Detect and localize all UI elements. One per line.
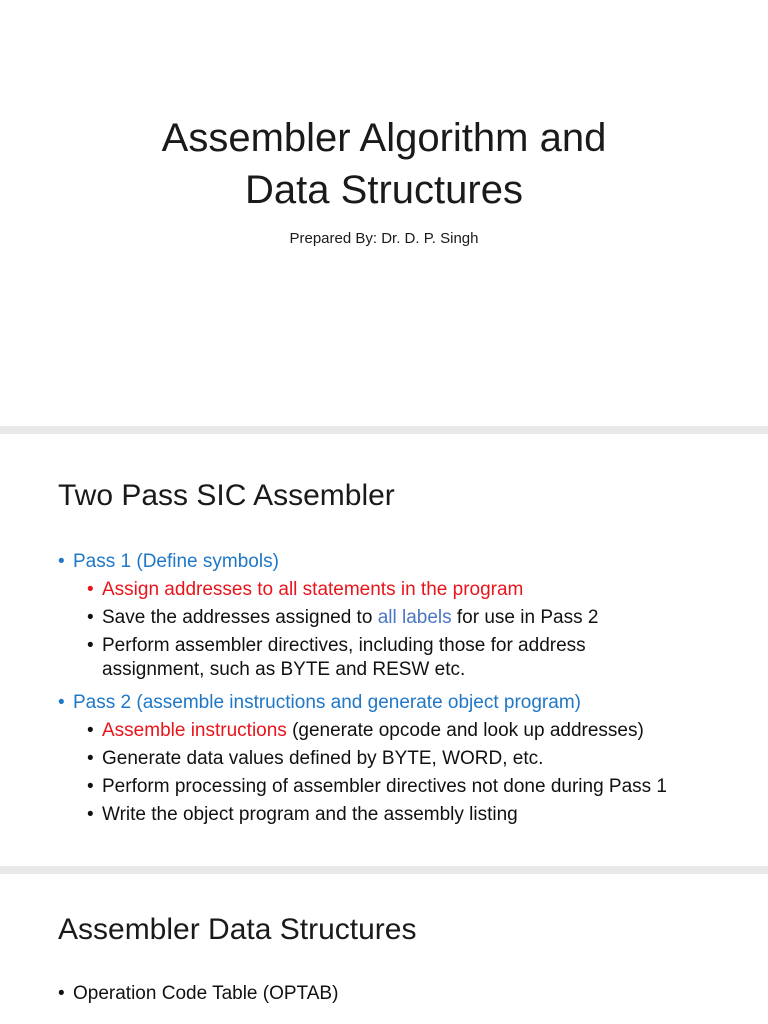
pass2-item [87,719,644,743]
pass1-item [87,606,599,630]
pass1-bullet [58,550,279,574]
bullet-dot: • [87,776,94,797]
pass1-item [87,634,586,682]
bullet-dot: • [58,692,65,713]
bullet-dot: • [87,579,94,600]
presentation-author: Prepared By: Dr. D. P. Singh [289,230,479,247]
pass2-item-text: (generate opcode and look up addresses) [286,720,644,741]
pass1-item-text: Save the addresses assigned to [102,607,378,628]
bullet-dot: • [87,635,94,656]
two-pass-slide [0,434,768,866]
pass1-item-text: Perform assembler directives, including those for address [102,635,586,656]
bullet-dot: • [87,607,94,628]
pass1-item [87,578,524,602]
bullet-dot: • [87,748,94,769]
title-slide [0,0,768,426]
pass2-item-text: Perform processing of assembler directives not done during Pass 1 [102,776,667,797]
labels-highlight: all labels [377,607,452,628]
pass1-item-text-continued: assignment, such as BYTE and RESW etc. [102,659,466,680]
data-structures-slide [0,874,768,1024]
pass2-item [87,803,518,827]
bullet-dot: • [58,983,65,1004]
pass2-item [87,747,544,771]
bullet-dot: • [58,551,65,572]
slide-heading: Two Pass SIC Assembler [58,479,395,512]
pass2-item-text: Generate data values defined by BYTE, WORD, etc. [102,748,544,769]
slide-heading: Assembler Data Structures [58,913,417,946]
pass2-item [87,775,667,799]
pass1-item-text: Assign addresses to all statements in the program [102,579,524,600]
optab-bullet [58,982,339,1006]
presentation-title [0,112,768,216]
optab-text: Operation Code Table (OPTAB) [73,983,339,1004]
pass1-label: Pass 1 (Define symbols) [73,551,279,572]
pass2-bullet [58,691,581,715]
assemble-highlight: Assemble instructions [102,720,287,741]
pass2-label: Pass 2 (assemble instructions and generate object program) [73,692,581,713]
bullet-dot: • [87,720,94,741]
pass2-item-text: Write the object program and the assembly listing [102,804,518,825]
title-line-1: Assembler Algorithm and [161,116,607,160]
title-line-2: Data Structures [245,168,523,212]
pass1-item-text-end: for use in Pass 2 [451,607,599,628]
bullet-dot: • [87,804,94,825]
